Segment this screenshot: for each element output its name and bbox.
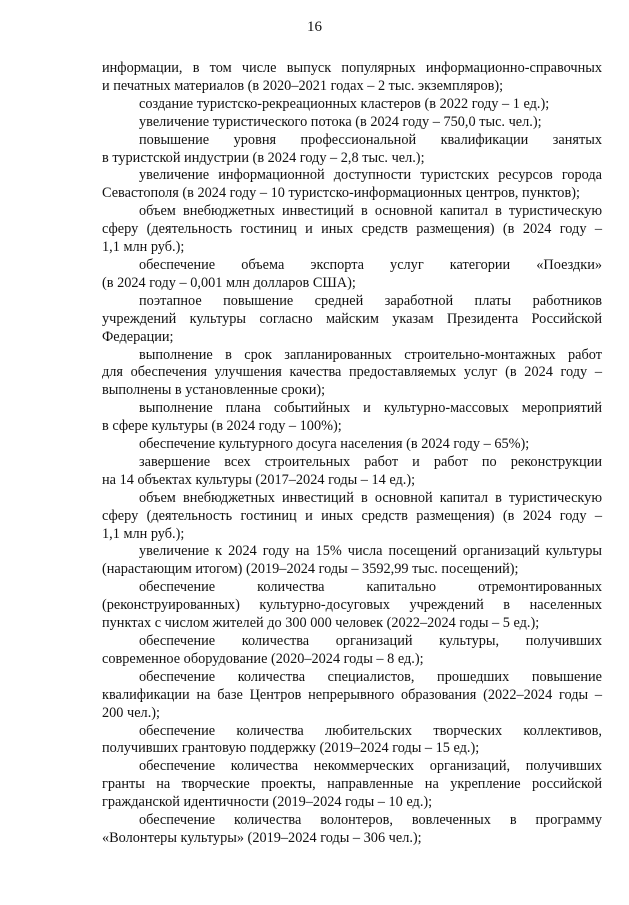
text-line: квалификации на базе Центров непрерывного образования (2022–2024 годы – xyxy=(102,686,602,703)
paragraph xyxy=(102,723,602,759)
paragraph xyxy=(102,132,602,168)
paragraph xyxy=(102,114,602,132)
text-line: сферу (деятельность гостиниц и иных средств размещения) (в 2024 году – xyxy=(102,507,602,524)
paragraph xyxy=(102,347,602,401)
text-line: сферу (деятельность гостиниц и иных средств размещения) (в 2024 году – xyxy=(102,221,602,238)
text-line: «Волонтеры культуры» (2019–2024 годы – 306 чел.); xyxy=(102,829,422,846)
paragraph xyxy=(102,812,602,848)
text-line: и печатных материалов (в 2020–2021 годах – 2 тыс. экземпляров); xyxy=(102,77,504,94)
text-line: для обеспечения улучшения качества предоставляемых услуг (в 2024 году – xyxy=(102,364,602,381)
text-line: учреждений культуры согласно майским указам Президента Российской xyxy=(102,310,602,327)
text-line: 1,1 млн руб.); xyxy=(102,239,185,256)
text-line: в туристской индустрии (в 2024 году – 2,8 тыс. чел.); xyxy=(102,149,425,166)
text-line: обеспечение количества организаций культуры, получивших xyxy=(139,633,602,649)
text-line: поэтапное повышение средней заработной платы работников xyxy=(139,292,602,309)
paragraph xyxy=(102,543,602,579)
text-line: (в 2024 году – 0,001 млн долларов США); xyxy=(102,274,356,291)
text-line: обеспечение количества любительских творческих коллективов, xyxy=(139,722,602,739)
text-line: Федерации; xyxy=(102,328,174,345)
text-line: увеличение к 2024 году на 15% числа посещений организаций культуры xyxy=(139,543,602,560)
text-line: выполнение в срок запланированных строительно-монтажных работ xyxy=(139,346,602,363)
text-line: информации, в том числе выпуск популярных информационно-справочных xyxy=(102,60,602,76)
text-line: (нарастающим итогом) (2019–2024 годы – 3592,99 тыс. посещений); xyxy=(102,561,519,578)
text-line: пунктах с числом жителей до 300 000 человек (2022–2024 годы – 5 ед.); xyxy=(102,615,540,632)
paragraph xyxy=(102,454,602,490)
text-line: обеспечение количества некоммерческих организаций, получивших xyxy=(139,758,602,775)
text-line: выполнение плана событийных и культурно-массовых мероприятий xyxy=(139,400,602,417)
text-line: увеличение туристического потока (в 2024 году – 750,0 тыс. чел.); xyxy=(139,113,542,130)
paragraph xyxy=(102,203,602,257)
paragraph xyxy=(102,669,602,723)
document-body xyxy=(102,60,602,848)
text-line: современное оборудование (2020–2024 годы – 8 ед.); xyxy=(102,650,424,667)
text-line: в сфере культуры (в 2024 году – 100%); xyxy=(102,418,342,435)
paragraph xyxy=(102,579,602,633)
text-line: обеспечение культурного досуга населения (в 2024 году – 65%); xyxy=(139,436,530,453)
text-line: 1,1 млн руб.); xyxy=(102,525,185,542)
paragraph xyxy=(102,490,602,544)
paragraph xyxy=(102,293,602,347)
text-line: обеспечение количества волонтеров, вовлеченных в программу xyxy=(139,812,602,829)
text-line: повышение уровня профессиональной квалификации занятых xyxy=(139,131,602,148)
text-line: гражданской идентичности (2019–2024 годы – 10 ед.); xyxy=(102,794,433,811)
text-line: обеспечение объема экспорта услуг категории «Поездки» xyxy=(139,256,602,273)
text-line: обеспечение количества специалистов, прошедших повышение xyxy=(139,668,602,685)
text-line: создание туристско-рекреационных кластеров (в 2022 году – 1 ед.); xyxy=(139,95,550,112)
text-line: 200 чел.); xyxy=(102,704,160,721)
text-line: гранты на творческие проекты, направленные на укрепление российской xyxy=(102,776,602,793)
text-line: объем внебюджетных инвестиций в основной капитал в туристическую xyxy=(139,203,602,220)
text-line: получивших грантовую поддержку (2019–2024 годы – 15 ед.); xyxy=(102,740,480,757)
paragraph xyxy=(102,60,602,96)
text-line: увеличение информационной доступности туристских ресурсов города xyxy=(139,167,602,184)
text-line: (реконструированных) культурно-досуговых учреждений в населенных xyxy=(102,597,602,614)
text-line: завершение всех строительных работ и работ по реконструкции xyxy=(139,453,602,470)
paragraph xyxy=(102,400,602,436)
paragraph xyxy=(102,96,602,114)
text-line: объем внебюджетных инвестиций в основной капитал в туристическую xyxy=(139,489,602,506)
paragraph xyxy=(102,758,602,812)
paragraph xyxy=(102,436,602,454)
paragraph xyxy=(102,633,602,669)
text-line: на 14 объектах культуры (2017–2024 годы – 14 ед.); xyxy=(102,471,416,488)
page-number: 16 xyxy=(307,19,322,35)
paragraph xyxy=(102,167,602,203)
text-line: обеспечение количества капитально отремонтированных xyxy=(139,579,602,596)
paragraph xyxy=(102,257,602,293)
text-line: выполнены в установленные сроки); xyxy=(102,382,326,399)
text-line: Севастополя (в 2024 году – 10 туристско-информационных центров, пунктов); xyxy=(102,185,580,202)
